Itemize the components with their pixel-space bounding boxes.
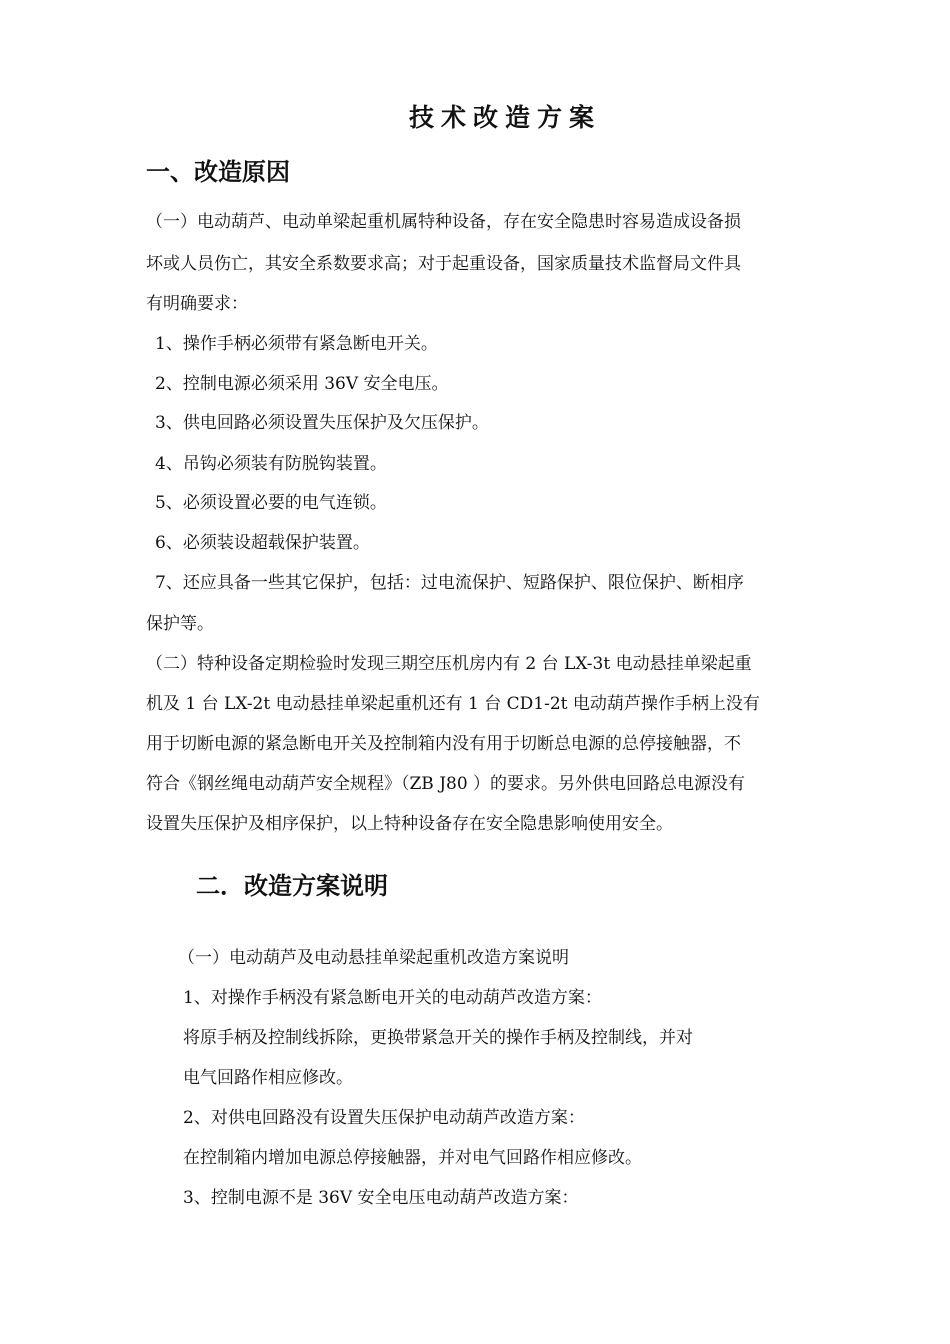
section-heading-plan: 二．改造方案说明 [196,872,388,900]
paragraph-line: 将原手柄及控制线拆除，更换带紧急开关的操作手柄及控制线，并对 [183,1028,693,1048]
list-item: 2、对供电回路没有设置失压保护电动葫芦改造方案： [183,1108,585,1128]
paragraph-line: （一）电动葫芦、电动单梁起重机属特种设备，存在安全隐患时容易造成设备损 [146,212,741,232]
list-item: 1、对操作手柄没有紧急断电开关的电动葫芦改造方案： [183,988,602,1008]
paragraph-line: 在控制箱内增加电源总停接触器，并对电气回路作相应修改。 [183,1148,642,1168]
list-item: 3、控制电源不是 36V 安全电压电动葫芦改造方案： [183,1188,579,1208]
list-item: 5、必须设置必要的电气连锁。 [155,493,387,513]
list-item: 4、吊钩必须装有防脱钩装置。 [155,454,387,474]
list-item: 1、操作手柄必须带有紧急断电开关。 [155,334,438,354]
paragraph-line: 设置失压保护及相序保护，以上特种设备存在安全隐患影响使用安全。 [146,814,673,834]
list-item: 6、必须装设超载保护装置。 [155,533,370,553]
paragraph-line: 有明确要求： [146,294,248,314]
document-title: 技术改造方案 [408,103,601,132]
list-item: 2、控制电源必须采用 36V 安全电压。 [155,374,449,394]
paragraph-line: 电气回路作相应修改。 [183,1068,353,1088]
section-heading-reasons: 一、改造原因 [146,158,290,186]
list-item: 3、供电回路必须设置失压保护及欠压保护。 [155,413,489,433]
paragraph-line: （二）特种设备定期检验时发现三期空压机房内有 2 台 LX-3t 电动悬挂单梁起重 [146,654,752,674]
paragraph-line: 坏或人员伤亡，其安全系数要求高；对于起重设备，国家质量技术监督局文件具 [146,254,741,274]
paragraph-line: 机及 1 台 LX-2t 电动悬挂单梁起重机还有 1 台 CD1-2t 电动葫芦操作手柄上没有 [146,694,760,714]
paragraph-line: （一）电动葫芦及电动悬挂单梁起重机改造方案说明 [178,948,569,968]
list-item: 7、还应具备一些其它保护，包括：过电流保护、短路保护、限位保护、断相序 [155,573,744,593]
paragraph-line: 符合《钢丝绳电动葫芦安全规程》（ZB J80 ）的要求。另外供电回路总电源没有 [146,774,746,794]
paragraph-line: 用于切断电源的紧急断电开关及控制箱内没有用于切断总电源的总停接触器，不 [146,734,741,754]
paragraph-line: 保护等。 [146,614,214,634]
